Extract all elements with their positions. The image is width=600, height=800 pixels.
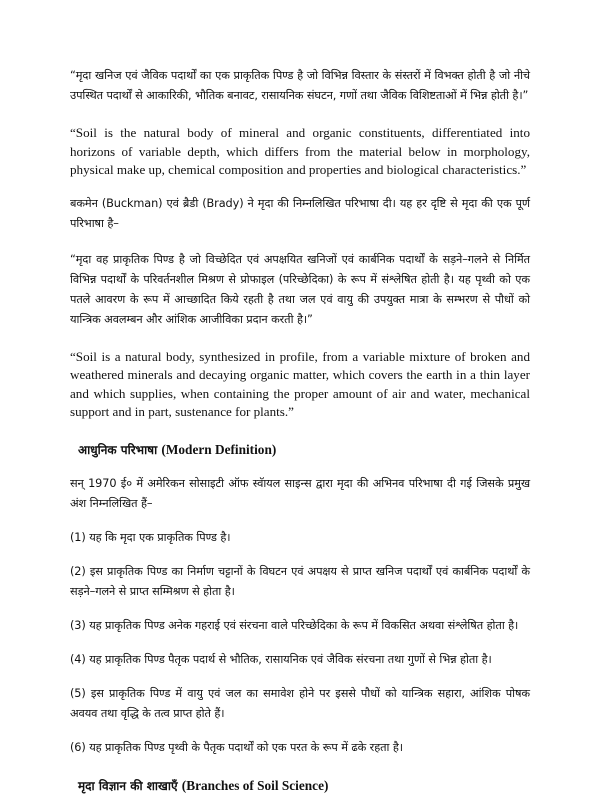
modern-definition-heading-english: (Modern Definition) — [161, 441, 277, 457]
branches-heading-english: (Branches of Soil Science) — [181, 777, 329, 793]
list-item: (4) यह प्राकृतिक पिण्ड पैतृक पदार्थ से भौतिक, रासायनिक एवं जैविक संरचना तथा गुणों से भिन्न होता है। — [70, 652, 492, 666]
branches-heading — [78, 776, 530, 796]
modern-definition-heading — [78, 440, 530, 460]
modern-definition-intro: सन् 1970 ई० में अमेरिकन सोसाइटी ऑफ स्वॅायल साइन्स द्वारा मृदा की अभिनव परिभाषा दी गई जिसके प्रमुख अंश निम्नलिखित हैं– — [70, 476, 530, 510]
list-item: (6) यह प्राकृतिक पिण्ड पृथ्वी के पैतृक पदार्थों को एक परत के रूप में ढके रहता है। — [70, 740, 403, 754]
list-item: (3) यह प्राकृतिक पिण्ड अनेक गहराई एवं संरचना वाले परिच्छेदिका के रूप में विकसित अथवा संश्लेषित होता है। — [70, 618, 519, 632]
buckman-brady-definition-hindi: “मृदा वह प्राकृतिक पिण्ड है जो विच्छेदित एवं अपक्षयित खनिजों एवं कार्बनिक पदार्थों के सड़ने–गलने से निर्मित विभिन्न पदार्थों के परिवर्तनशील मिश्रण से प्रोफाइल (परिच्छेदिका) के रूप में संश्लेषित होती है। यह पृथ्वी को एक पतले आवरण के रूप में आच्छादित किये रहती है तथा जल एवं वायु की उपयुक्त मात्रा के सम्भरण से पौधों को यान्त्रिक अवलम्बन और आंशिक आजीविका प्रदान करती है।” — [70, 252, 530, 326]
english-definition-quote: “Soil is the natural body of mineral and organic constituents, differentiated into horizons of variable depth, which differs from the material below in morphology, physical make up, chemical composition and properties and biological characteristics.” — [70, 125, 530, 177]
branches-heading-hindi: मृदा विज्ञान की शाखाएँ — [78, 778, 178, 793]
list-item: (5) इस प्राकृतिक पिण्ड में वायु एवं जल का समावेश होने पर इससे पौधों को यान्त्रिक सहारा, आंशिक पोषक अवयव तथा वृद्धि के तत्व प्राप्त होते हैं। — [70, 686, 530, 720]
buckman-brady-intro: बकमेन (Buckman) एवं ब्रैडी (Brady) ने मृदा की निम्नलिखित परिभाषा दी। यह हर दृष्टि से मृदा की एक पूर्ण परिभाषा है– — [70, 196, 530, 230]
list-item: (1) यह कि मृदा एक प्राकृतिक पिण्ड है। — [70, 530, 231, 544]
modern-definition-heading-hindi: आधुनिक परिभाषा — [78, 442, 158, 457]
hindi-definition-quote: “मृदा खनिज एवं जैविक पदार्थों का एक प्राकृतिक पिण्ड है जो विभिन्न विस्तार के संस्तरों में विभक्त होती है जो नीचे उपस्थित पदार्थों से आकारिकी, भौतिक बनावट, रासायनिक संघटन, गणों तथा जैविक विशिष्टताओं में भिन्न होती है।” — [70, 69, 530, 102]
buckman-brady-definition-english: “Soil is a natural body, synthesized in profile, from a variable mixture of broken and weathered minerals and decaying organic matter, which covers the earth in a thin layer and which supplies, when containing the proper amount of air and water, mechanical support and in part, sustenance for plants.” — [70, 348, 530, 419]
list-item: (2) इस प्राकृतिक पिण्ड का निर्माण चट्टानों के विघटन एवं अपक्षय से प्राप्त खनिज पदार्थों एवं कार्बनिक पदार्थों के सड़ने–गलने से प्राप्त सम्मिश्रण से होता है। — [70, 564, 530, 598]
